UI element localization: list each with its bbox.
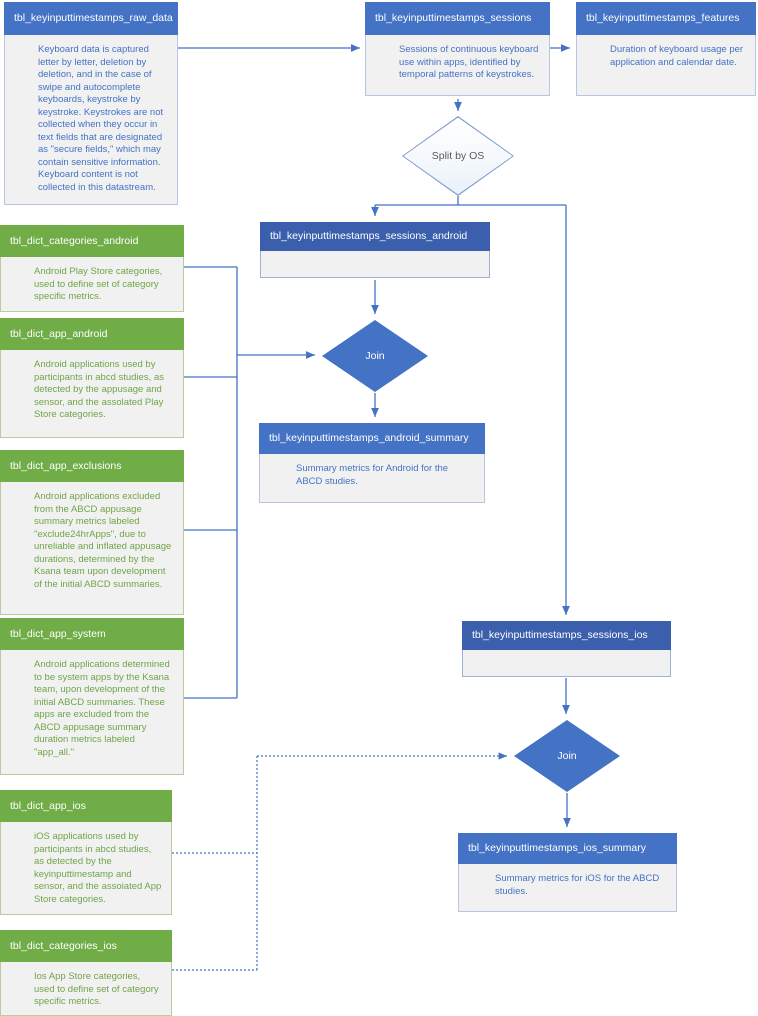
- table-node-description: Keyboard data is captured letter by letter, deletion by deletion, and in the case of swipe and autocomplete keyboards, keystroke by keystroke. Keystrokes are not collected when they occur in text fields that are designated as "secure fields," which may contain sensitive information. Keyboard content is not collected in this datastream.: [4, 35, 178, 205]
- decision-join-android: [322, 320, 428, 392]
- table-node-description: Duration of keyboard usage per application and calendar date.: [576, 35, 756, 96]
- table-node-description: iOS applications used by participants in abcd studies, as detected by the keyinputtimestamp and sensor, and the assoiated App Store categories.: [0, 822, 172, 915]
- decision-split-by-os: [402, 116, 514, 196]
- table-node-title: tbl_dict_app_exclusions: [0, 450, 184, 482]
- decision-join-ios: [514, 720, 620, 792]
- table-node-title: tbl_keyinputtimestamps_raw_data: [4, 2, 178, 35]
- table-node-dict-app-ios: [0, 790, 172, 915]
- table-node-description: Summary metrics for iOS for the ABCD studies.: [458, 864, 677, 912]
- table-node-title: tbl_keyinputtimestamps_sessions_ios: [462, 621, 671, 650]
- table-node-title: tbl_dict_categories_android: [0, 225, 184, 257]
- table-node-title: tbl_keyinputtimestamps_ios_summary: [458, 833, 677, 864]
- table-node-sessions-android: [260, 222, 490, 278]
- table-node-ios-summary: [458, 833, 677, 912]
- table-node-title: tbl_keyinputtimestamps_sessions_android: [260, 222, 490, 251]
- table-node-description: Sessions of continuous keyboard use within apps, identified by temporal patterns of keystrokes.: [365, 35, 550, 96]
- table-node-description: Ios App Store categories, used to define set of category specific metrics.: [0, 962, 172, 1016]
- table-node-android-summary: [259, 423, 485, 503]
- table-node-description: [260, 251, 490, 278]
- table-node-raw-data: [4, 2, 178, 205]
- table-node-dict-app-system: [0, 618, 184, 775]
- table-node-title: tbl_keyinputtimestamps_sessions: [365, 2, 550, 35]
- table-node-title: tbl_dict_app_system: [0, 618, 184, 650]
- table-node-dict-app-android: [0, 318, 184, 438]
- table-node-title: tbl_dict_categories_ios: [0, 930, 172, 962]
- table-node-title: tbl_dict_app_android: [0, 318, 184, 350]
- table-node-description: Summary metrics for Android for the ABCD studies.: [259, 454, 485, 503]
- table-node-title: tbl_keyinputtimestamps_features: [576, 2, 756, 35]
- table-node-dict-categories-android: [0, 225, 184, 312]
- table-node-dict-categories-ios: [0, 930, 172, 1016]
- decision-label: Join: [365, 350, 385, 362]
- decision-label: Split by OS: [431, 150, 485, 162]
- table-node-title: tbl_dict_app_ios: [0, 790, 172, 822]
- table-node-description: Android Play Store categories, used to define set of category specific metrics.: [0, 257, 184, 312]
- table-node-title: tbl_keyinputtimestamps_android_summary: [259, 423, 485, 454]
- table-node-sessions: [365, 2, 550, 96]
- dotted-connectors: [172, 756, 507, 970]
- table-node-dict-app-exclusions: [0, 450, 184, 615]
- table-node-description: [462, 650, 671, 677]
- table-node-sessions-ios: [462, 621, 671, 677]
- table-node-description: Android applications determined to be system apps by the Ksana team, upon development of the initial ABCD summaries. These apps are excluded from the ABCD appusage summary duration metrics labeled "app_all.": [0, 650, 184, 775]
- table-node-description: Android applications used by participants in abcd studies, as detected by the appusage and sensor, and the assolated Play Store categories.: [0, 350, 184, 438]
- table-node-features: [576, 2, 756, 96]
- decision-label: Join: [557, 750, 577, 762]
- table-node-description: Android applications excluded from the ABCD appusage summary metrics labeled "exclude24hrApps", due to unreliable and inflated appusage durations, determined by the Ksana team upon development of the initial ABCD summaries.: [0, 482, 184, 615]
